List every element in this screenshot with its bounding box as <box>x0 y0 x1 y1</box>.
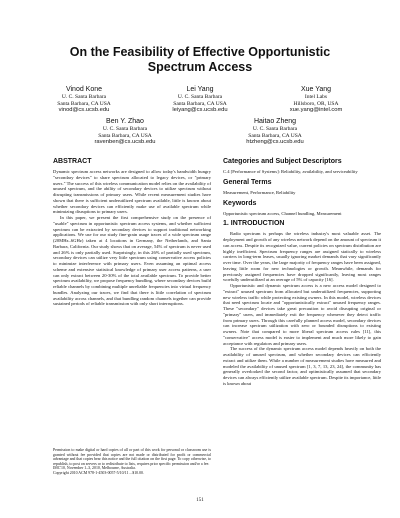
author-affiliation: U. C. Santa Barbara <box>102 126 148 132</box>
introduction-paragraph: Radio spectrum is perhaps the wireless industry's most valuable asset. The deployment and growth of any wireless network depend on the amount of spectrum it can access. Despite its recognized value, current policies on spectrum distribution are highly inefficient. Spectrum frequency ranges are assigned statically to wireless carriers in long-term leases, usually ignoring market demands that vary significantly over time. Over the years, the large majority of frequency ranges have been assigned, leaving little room for new technologies or growth. Meanwhile, demands for previously assigned frequencies have dropped significantly, leaving most ranges woefully underutilized at an average of 5% of capacity [16]. <box>223 231 381 283</box>
author <box>30 85 138 114</box>
author-email: vinod@cs.ucsb.edu <box>58 107 110 113</box>
copyright-line: Copyright 2010 ACM 978-1-4503-0057-5/10/11 ...$10.00. <box>53 470 144 475</box>
author-location: Santa Barbara, CA USA <box>98 132 152 139</box>
author-affiliation: U. C. Santa Barbara <box>61 94 107 100</box>
author-location: Santa Barbara, CA USA <box>173 100 227 107</box>
permission-notice: Permission to make digital or hard copies of all or part of this work for personal or classroom use is granted without fee provided that copies are not made or distributed for profit or commercial advantage and that copies bear this notice and the full citation on the first page. To copy otherwise, to republish, to post on servers or to redistribute to lists, requires prior specific permission and/or a fee. <box>53 448 211 466</box>
author <box>262 85 370 114</box>
general-terms-text: Measurement, Performance, Reliability <box>223 189 296 195</box>
author-email: leiyang@cs.ucsb.edu <box>172 107 228 113</box>
categories-heading: Categories and Subject Descriptors <box>223 158 342 165</box>
title-line: On the Feasibility of Effective Opportunistic <box>69 45 331 59</box>
introduction-heading: 1. INTRODUCTION <box>223 220 285 228</box>
abstract-paragraph: Dynamic spectrum access networks are designed to allow today's bandwidth hungry "secondary devices" to share spectrum allocated to legacy devices, or "primary users." The success of this wireless communication model relies on the availability of unused spectrum, and the ability of secondary devices to utilize spectrum without disrupting transmissions of primary users. While recent measurement studies have shown that there is sufficient underutilized spectrum available, little is known about whether secondary devices can efficiently make use of available spectrum while minimizing disruptions to primary users. <box>53 169 211 215</box>
categories-text: C.4 [Performance of Systems]: Reliability, availability, and serviceability <box>223 169 358 174</box>
author-location: Hillsboro, OR, USA <box>293 100 339 107</box>
author-name: Xue Yang <box>300 86 332 93</box>
author-name: Lei Yang <box>186 86 214 93</box>
author-name: Haitao Zheng <box>253 118 297 125</box>
keywords-heading: Keywords <box>223 199 257 207</box>
general-terms-heading: General Terms <box>223 178 272 186</box>
keywords-text: Opportunistic spectrum access, Channel bundling, Measurement <box>223 210 342 216</box>
author-row <box>30 85 370 114</box>
introduction-paragraph: The success of the dynamic spectrum access model depends heavily on both the availability of unused spectrum, and whether secondary devices can efficiently extract and utilize them. While a number of measurement studies have measured and modeled the availability of unused spectrum [1, 3, 7, 13, 23, 24], the community has generally overlooked the second factor, and optimistically assumed that secondary devices can always efficiently utilize available spectrum. Despite its importance, little is known about <box>223 346 381 386</box>
author <box>221 117 329 146</box>
copyright-footnote <box>53 448 211 476</box>
paper-title <box>20 45 380 75</box>
author-location: Santa Barbara, CA USA <box>57 100 111 107</box>
introduction-paragraph: Opportunistic and dynamic spectrum access is a new access model designed to "extract" unused spectrum from allocated but underutilized frequencies, supporting new wireless traffic while protecting existing owners. In this model, wireless devices that need spectrum locate and "opportunistically extract" unused frequency ranges. These "secondary" devices take great precaution to avoid disrupting original or "primary" users, and immediately exit the frequency whenever they detect traffic from primary users. Through this carefully planned access model, secondary devices can increase spectrum utilization with zero or bounded disruptions to existing owners. Note that compared to more liberal spectrum access rules [11], this "conservative" access model is easier to implement and much more likely to gain acceptance with regulators and primary users. <box>223 283 381 346</box>
author-name: Ben Y. Zhao <box>106 118 144 125</box>
author-name: Vinod Kone <box>65 86 103 93</box>
author-location: Santa Barbara, CA USA <box>248 132 302 139</box>
author <box>71 117 179 146</box>
author-email: ravenben@cs.ucsb.edu <box>94 139 156 145</box>
abstract-paragraph: In this paper, we present the first comprehensive study on the presence of "usable" spectrum in opportunistic spectrum access systems, and whether sufficient spectrum can be extracted by secondary devices to support traditional networking applications. We use for our study fine-grain usage traces of a wide spectrum range (20MHz–6GHz) taken at 4 locations in Germany, the Netherlands, and Santa Barbara, California. Our study shows that on average, 54% of spectrum is never used and 26% is only partially used. Surprisingly, in this 26% of partially used spectrum, secondary devices can utilize very little spectrum using conservative access policies to minimize interference with primary users. Even assuming an optimal access scheme and extensive statistical knowledge of primary user access patterns, a user can only extract between 20-30% of the total available spectrum. To provide better spectrum availability, we propose frequency bundling, where secondary devices build reliable channels by combining multiple unreliable frequencies into virtual frequency bundles. Analyzing our traces, we find that there is little correlation of spectrum availability across channels, and that bundling random channels together can provide sustained periods of reliable transmission with only short interruptions. <box>53 215 211 307</box>
author-affiliation: U. C. Santa Barbara <box>252 126 298 132</box>
author-email: xue.yang@intel.com <box>289 107 343 113</box>
conference-line: IMC'10, November 1–3, 2010, Melbourne, Australia. <box>53 466 136 471</box>
title-line: Spectrum Access <box>147 60 253 74</box>
author-email: htzheng@cs.ucsb.edu <box>246 139 304 145</box>
author <box>146 85 254 114</box>
abstract-heading: ABSTRACT <box>53 158 92 165</box>
author-block <box>30 85 370 146</box>
author-row <box>30 117 370 146</box>
author-affiliation: U. C. Santa Barbara <box>177 94 223 100</box>
page-number: 151 <box>196 498 204 503</box>
left-column <box>53 157 211 307</box>
author-affiliation: Intel Labs <box>304 94 328 100</box>
right-column <box>223 157 381 387</box>
